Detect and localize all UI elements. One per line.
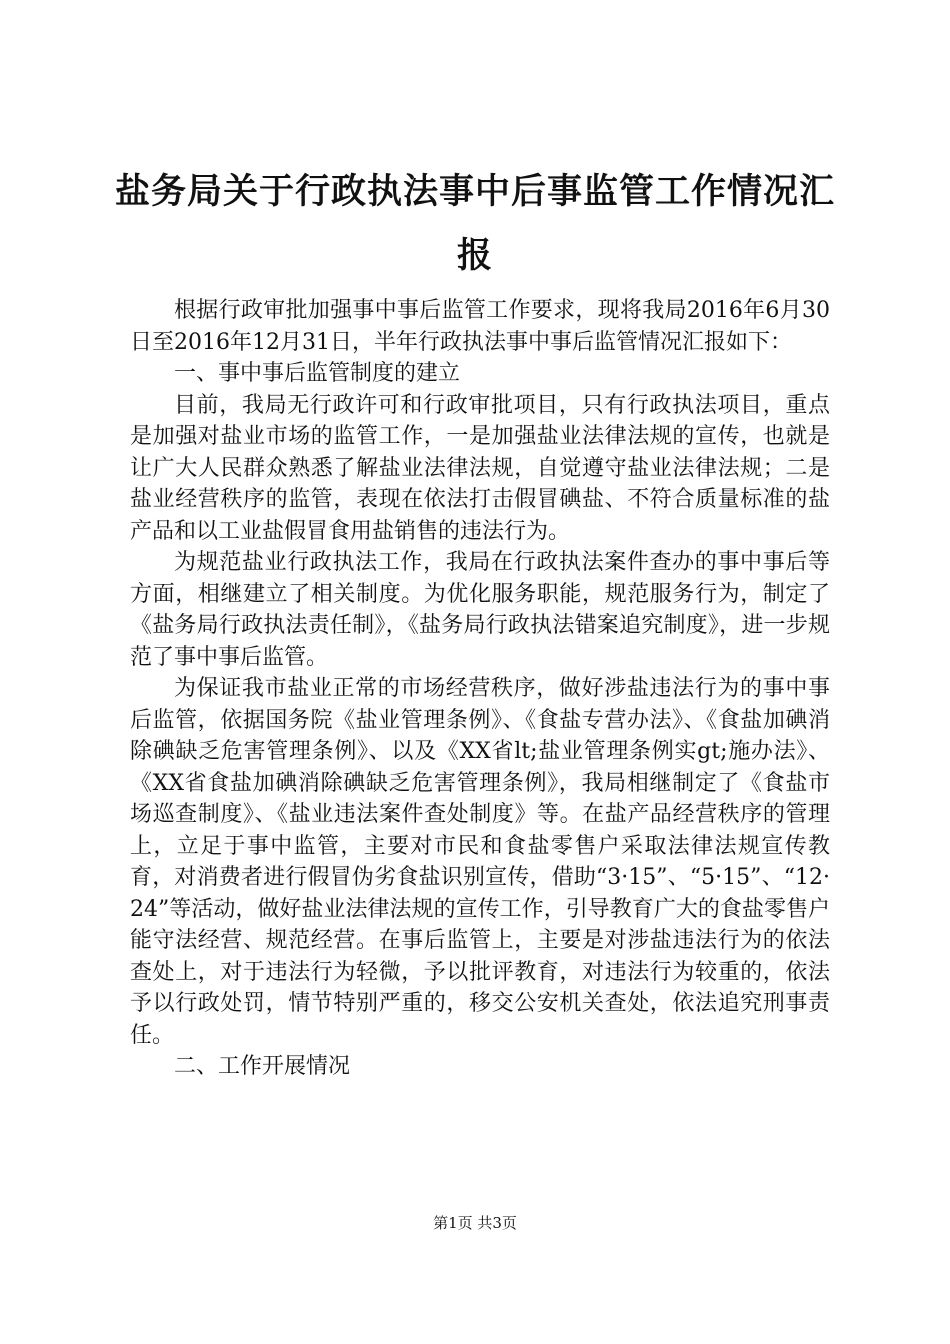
body-paragraph-3: 为保证我市盐业正常的市场经营秩序，做好涉盐违法行为的事中事后监管，依据国务院《盐业管理条例》、《食盐专营办法》、《食盐加碘消除碘缺乏危害管理条例》、以及《XX省lt;盐业管理条例实gt;施办法》、《XX省食盐加碘消除碘缺乏危害管理条例》，我局相继制定了《食盐市场巡查制度》、《盐业违法案件查处制度》等。在盐产品经营秩序的管理上，立足于事中监管，主要对市民和食盐零售户采取法律法规宣传教育，对消费者进行假冒伪劣食盐识别宣传，借助“3·15”、“5·15”、“12·24”等活动，做好盐业法律法规的宣传工作，引导教育广大的食盐零售户能守法经营、规范经营。在事后监管上，主要是对涉盐违法行为的依法查处上，对于违法行为轻微，予以批评教育，对违法行为较重的，依法予以行政处罚，情节特别严重的，移交公安机关查处，依法追究刑事责任。 xyxy=(130,676,830,1048)
body-paragraph-2: 为规范盐业行政执法工作，我局在行政执法案件查办的事中事后等方面，相继建立了相关制度。为优化服务职能，规范服务行为，制定了《盐务局行政执法责任制》，《盐务局行政执法错案追究制度》，进一步规范了事中事后监管。 xyxy=(130,550,830,670)
section-heading-2: 二、工作开展情况 xyxy=(174,1054,351,1079)
section-heading-1: 一、事中事后监管制度的建立 xyxy=(174,361,461,386)
body-paragraph-1: 目前，我局无行政许可和行政审批项目，只有行政执法项目，重点是加强对盐业市场的监管工作，一是加强盐业法律法规的宣传，也就是让广大人民群众熟悉了解盐业法律法规，自觉遵守盐业法律法规；二是盐业经营秩序的监管，表现在依法打击假冒碘盐、不符合质量标准的盐产品和以工业盐假冒食用盐销售的违法行为。 xyxy=(130,392,830,544)
page-number-footer: 第1页 共3页 xyxy=(433,1214,517,1232)
document-body xyxy=(130,295,830,1083)
document-title: 盐务局关于行政执法事中后事监管工作情况汇报 xyxy=(114,172,835,276)
intro-paragraph: 根据行政审批加强事中事后监管工作要求，现将我局2016年6月30日至2016年12月31日，半年行政执法事中事后监管情况汇报如下： xyxy=(130,298,830,355)
